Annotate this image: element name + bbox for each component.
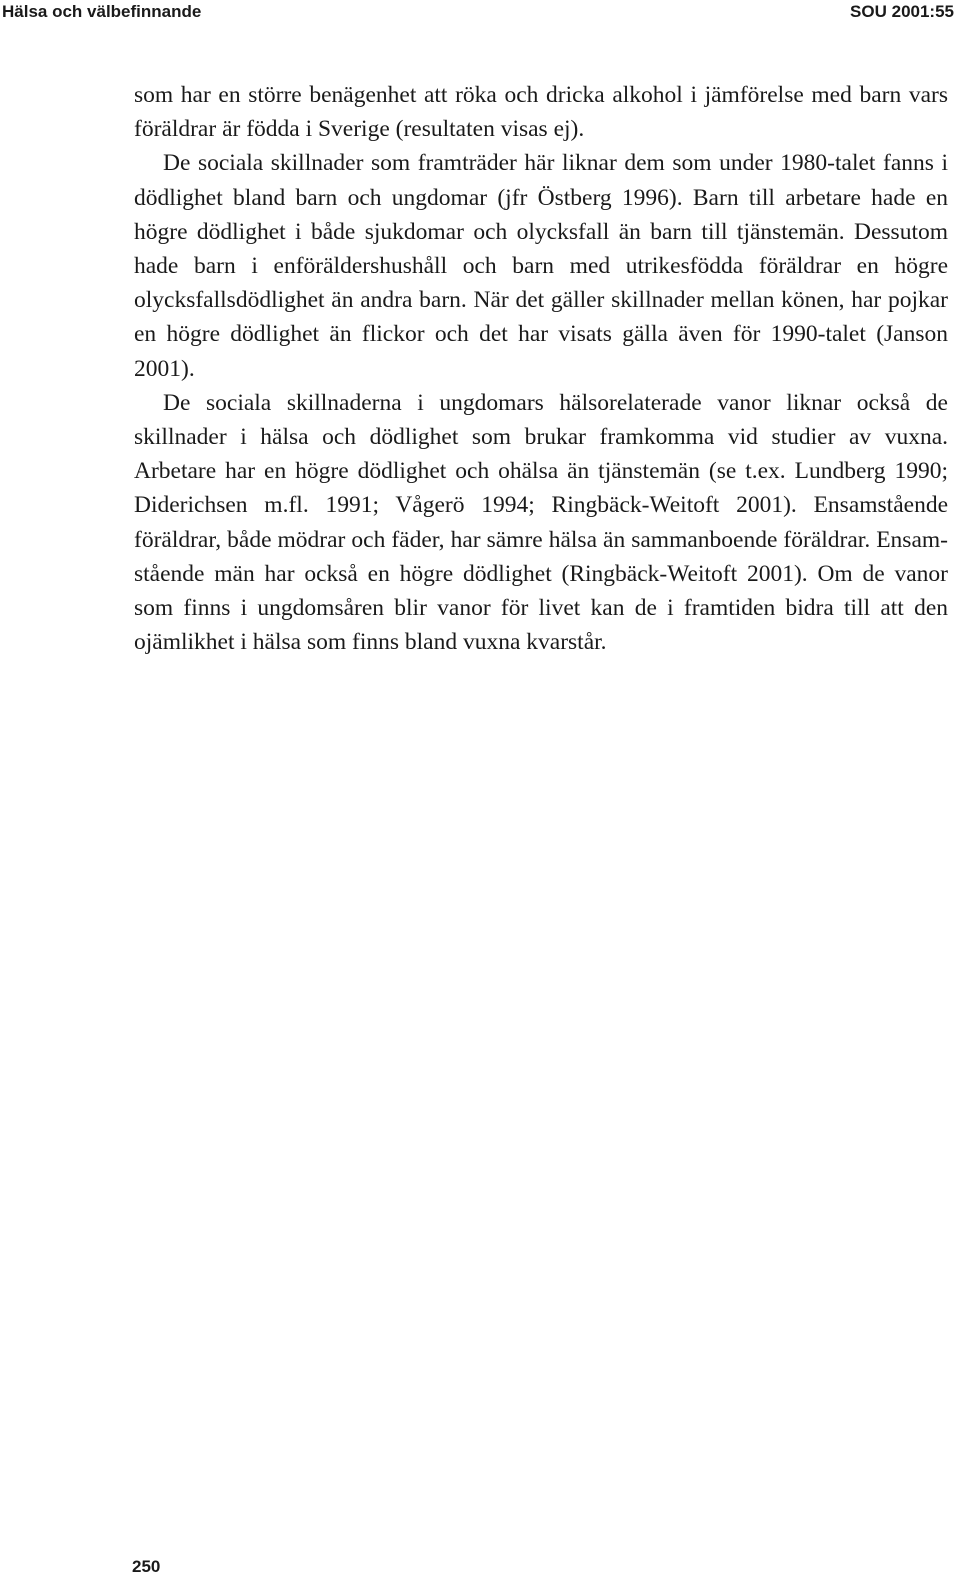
paragraph: De sociala skillnaderna i ungdomars hälsorelaterade vanor liknar också de skillnader i hälsa och dödlighet som brukar framkomma vid studier av vuxna. Arbetare har en högre dödlighet och ohälsa än tjänstemän (se t.ex. Lundberg 1990; Diderichsen m.fl. 1991; Vågerö 1994; Ringbäck-Weitoft 2001). Ensamstående föräldrar, både mödrar och fäder, har sämre hälsa än sammanboende föräldrar. Ensamstående män har också en högre dödlighet (Ringbäck-Weitoft 2001). Om de vanor som finns i ungdomsåren blir vanor för livet kan de i framtiden bidra till att den ojämlikhet i hälsa som finns bland vuxna kvarstår.	[134, 389, 948, 656]
section-title: Hälsa och välbefinnande	[2, 2, 202, 21]
page-number: 250	[132, 1557, 161, 1576]
paragraph: som har en större benägenhet att röka och dricka alkohol i jämförelse med barn vars föräldrar är födda i Sverige (resultaten visas ej).	[134, 82, 948, 143]
running-header	[0, 0, 960, 26]
body-text	[134, 78, 948, 659]
document-reference: SOU 2001:55	[850, 2, 954, 21]
paragraph: De sociala skillnader som framträder här liknar dem som under 1980-talet fanns i dödlighet bland barn och ungdomar (jfr Östberg 1996). Barn till arbetare hade en högre dödlighet i både sjukdomar och olycksfall än barn till tjänstemän. Dessutom hade barn i enföräldershushåll och barn med utrikesfödda föräldrar en högre olycksfallsdödlighet än andra barn. När det gäller skillnader mellan könen, har pojkar en högre dödlighet än flickor och det har visats gälla även för 1990-talet (Janson 2001).	[134, 150, 948, 382]
